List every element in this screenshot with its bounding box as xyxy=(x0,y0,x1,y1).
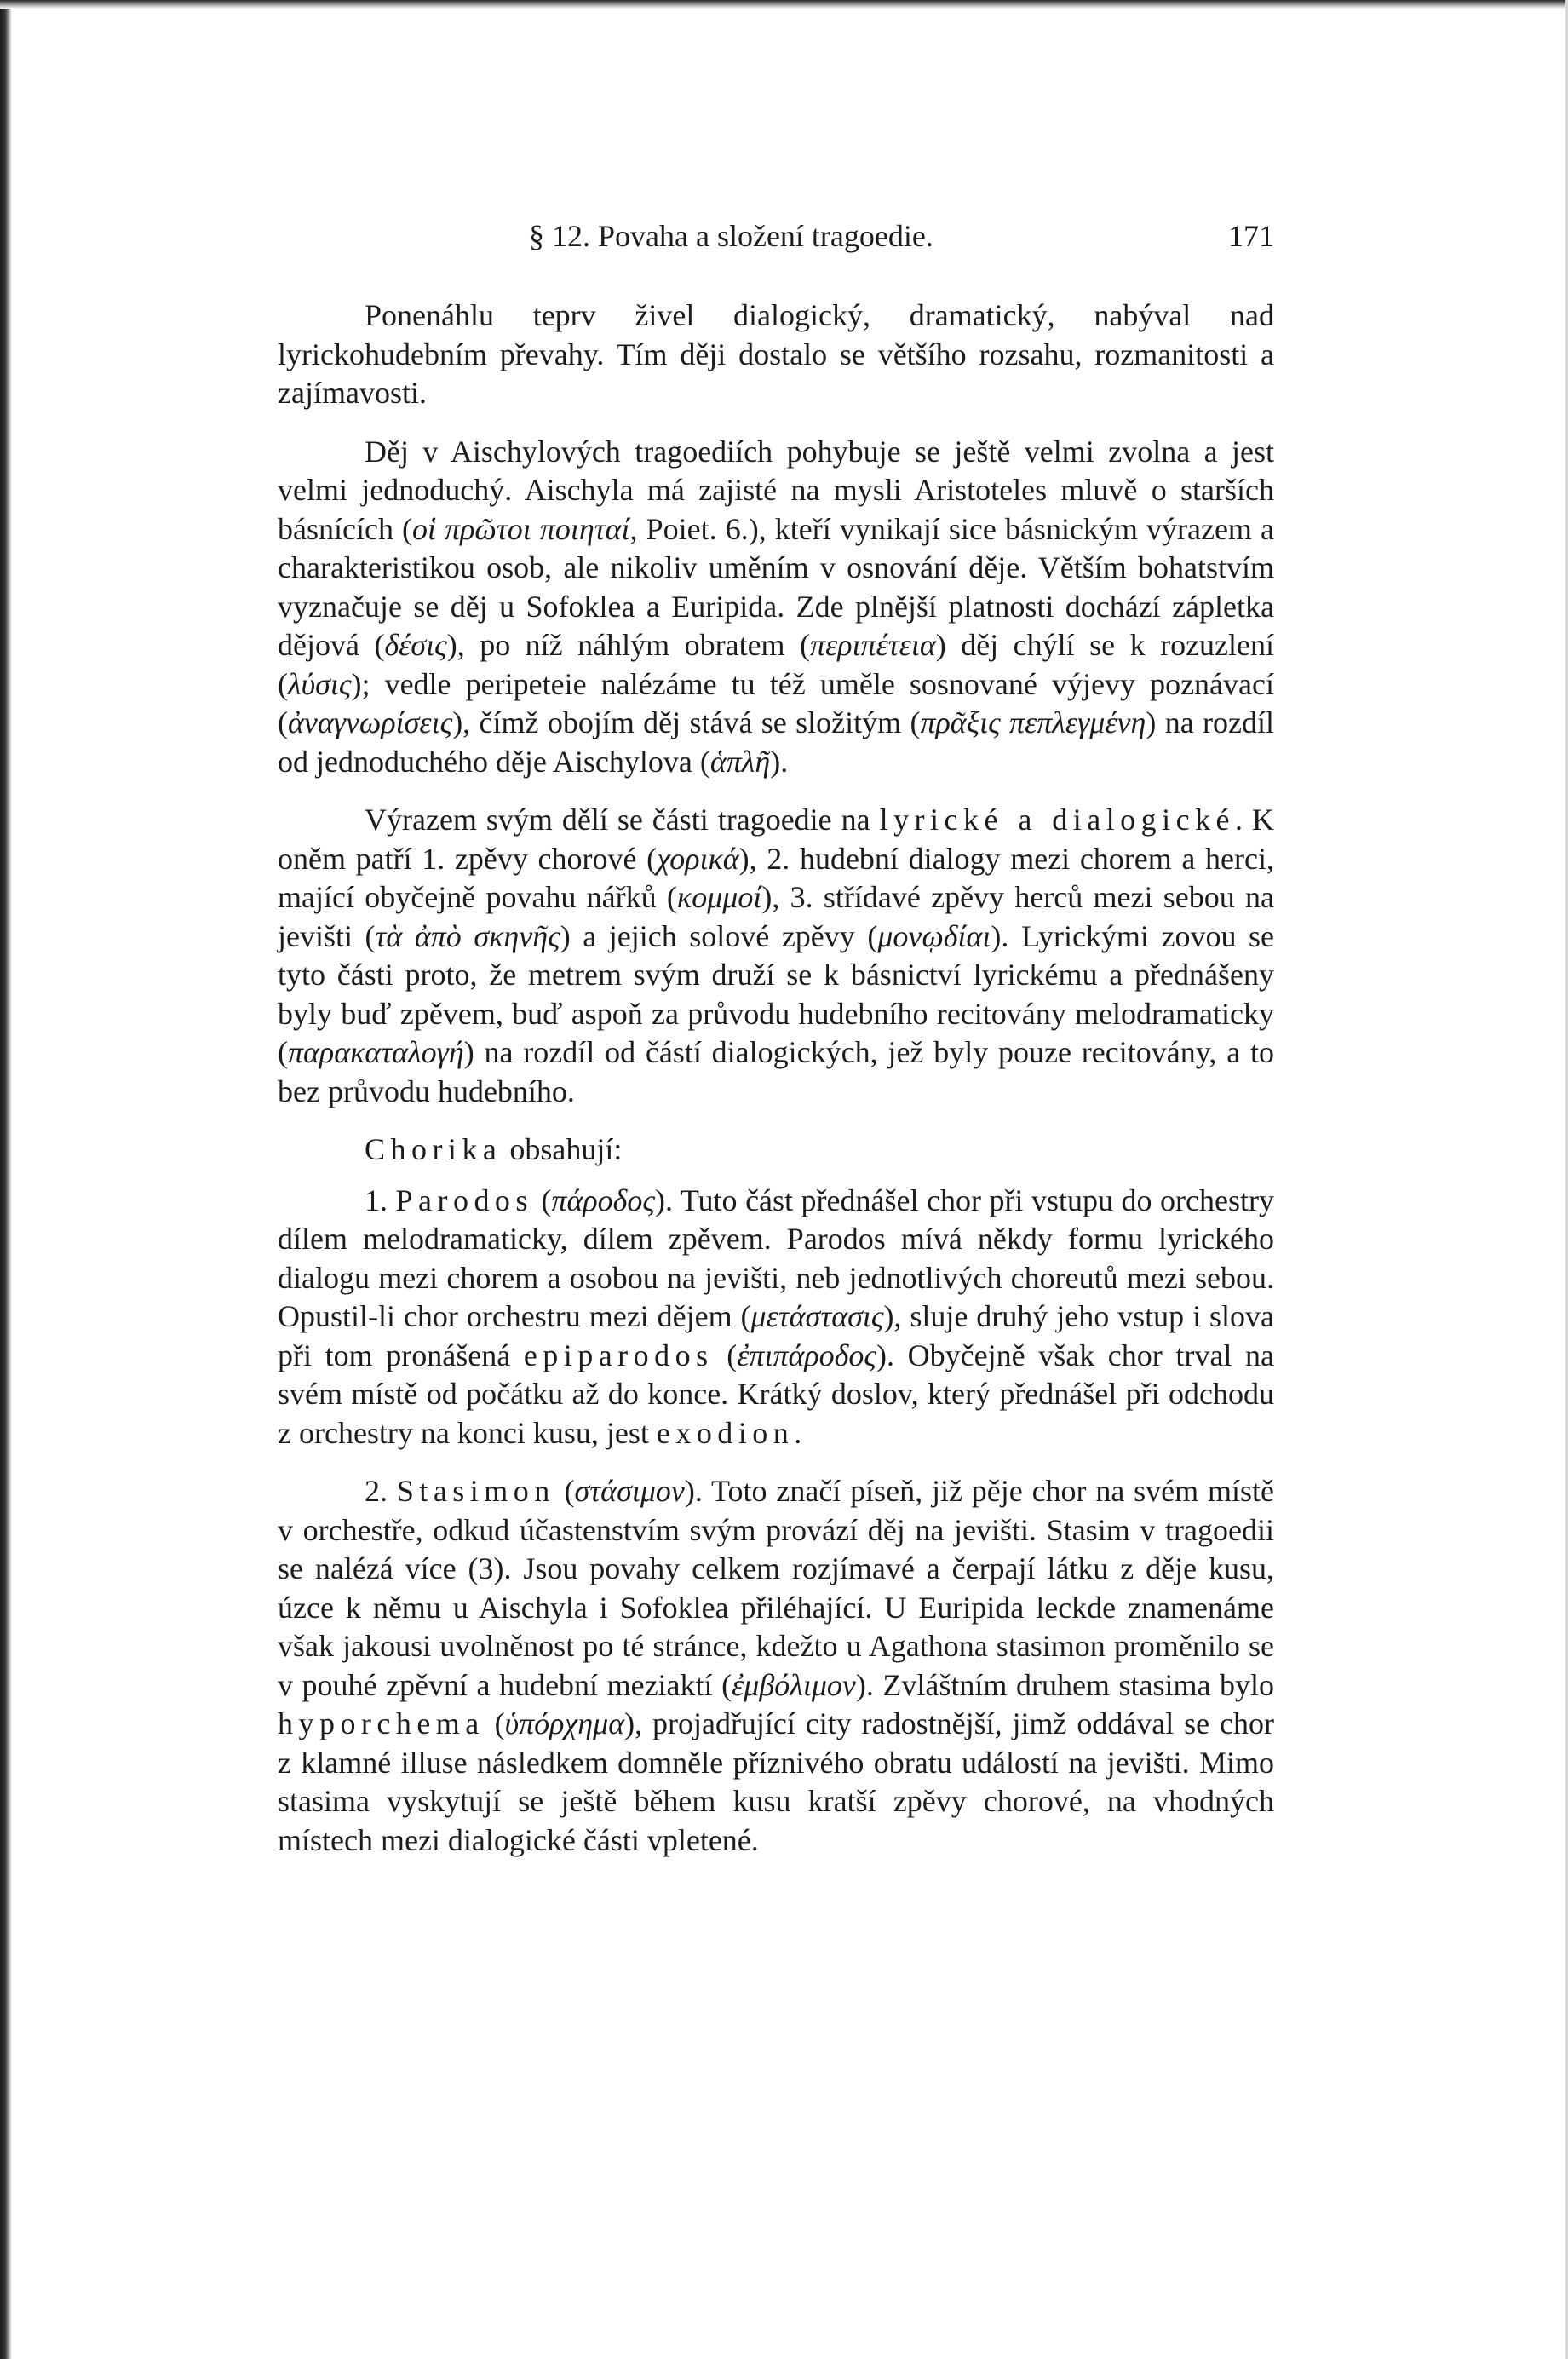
list-number: 2. xyxy=(365,1474,388,1508)
paragraph-parodos: 1. Parodos (πάροδος). Tuto část přednášel chor při vstupu do orchestry dílem melodramaticky, dílem zpěvem. Parodos mívá někdy formu lyrického dialogu mezi chorem a osobou na jevišti, neb jednotlivých choreutů mezi sebou. Opustil-li chor orchestru mezi dějem (μετάστασις), sluje druhý jeho vstup i slova při tom pronášená epiparodos (ἐπιπάροδος). Obyčejně však chor trval na svém místě od počátku až do konce. Krátký doslov, který přednášel při odchodu z orchestry na konci kusu, jest exodion. xyxy=(278,1182,1275,1450)
page-body xyxy=(278,296,1274,1879)
spaced-term: lyrické a dialogické xyxy=(879,803,1236,837)
spaced-term: Stasimon xyxy=(396,1474,555,1508)
spaced-term: Parodos xyxy=(395,1182,533,1217)
greek-term: τὰ ἀπὸ σκηνῆς xyxy=(375,918,560,953)
greek-term: πάροδος xyxy=(551,1182,655,1217)
page-number: 171 xyxy=(1228,219,1274,253)
greek-term: ἐπιπάροδος xyxy=(737,1338,876,1372)
greek-term: λύσις xyxy=(288,666,352,701)
list-number: 1. xyxy=(365,1182,388,1217)
greek-term: ἁπλῆ xyxy=(709,744,771,779)
running-header xyxy=(278,215,1274,257)
paragraph-stasimon: 2. Stasimon (στάσιμον). Toto značí píseň, již pěje chor na svém místě v orchestře, odkud účastenstvím svým provází děj na jevišti. Stasim v tragoedii se nalézá více (3). Jsou povahy celkem rozjímavé a čerpají látku z děje kusu, úzce k němu u Aischyla i Sofoklea přiléhající. U Euripida leckde znamenáme však jakousi uvolněnost po té stránce, kdežto u Agathona stasimon proměnilo se v pouhé zpěvní a hudební meziaktí (ἐμβόλιμον). Zvláštním druhem stasima bylo hyporchema (ὑπόρχημα), projadřující city radostnější, jimž oddával se chor z klamné illuse následkem domněle příznivého obratu událostí na jevišti. Mimo stasima vyskytují se ještě během kusu kratší zpěvy chorové, na vhodných místech mezi dialogické části vpletené. xyxy=(278,1474,1274,1857)
greek-term: παρακαταλογή xyxy=(288,1035,464,1069)
greek-term: οἱ πρῶτοι ποιηταί xyxy=(412,511,630,546)
greek-term: ἀναγνωρίσεις xyxy=(288,705,453,739)
greek-term: κομμοί xyxy=(676,880,762,914)
greek-term: μετάστασις xyxy=(750,1299,884,1333)
greek-term: ὑπόρχημα xyxy=(504,1706,625,1740)
spaced-term: epiparodos xyxy=(523,1338,714,1372)
section-title: § 12. Povaha a složení tragoedie. xyxy=(529,219,933,253)
paragraph-3: Výrazem svým dělí se části tragoedie na lyrické a dialogické. K oněm patří 1. zpěvy chorové (χορικά), 2. hudební dialogy mezi chorem a herci, mající obyčejně povahu nářků (κομμοί), 3. střídavé zpěvy herců mezi sebou na jevišti (τὰ ἀπὸ σκηνῆς) a jejich solové zpěvy (μονῳδίαι). Lyrickými zovou se tyto části proto, že metrem svým druží se k básnictví lyrickému a přednášeny byly buď zpěvem, buď aspoň za průvodu hudebního recitovány melodramaticky (παρακαταλογή) na rozdíl od částí dialogických, jež byly pouze recitovány, a to bez průvodu hudebního. xyxy=(278,803,1275,1108)
paragraph-chorika-intro: Chorika obsahují: xyxy=(365,1132,623,1166)
scan-binding-shadow xyxy=(0,0,12,2359)
scan-top-shadow xyxy=(0,0,1568,9)
paragraph-2: Děj v Aischylových tragoediích pohybuje se ještě velmi zvolna a jest velmi jednoduchý. Aischyla má zajisté na mysli Aristoteles mluvě o starších básnících (οἱ πρῶτοι ποιηταί, Poiet. 6.), kteří vynikají sice básnickým výrazem a charakteristikou osob, ale nikoliv uměním v osnování děje. Větším bohatstvím vyznačuje se děj u Sofoklea a Euripida. Zde plnější platnosti dochází zápletka dějová (δέσις), po níž náhlým obratem (περιπέτεια) děj chýlí se k rozuzlení (λύσις); vedle peripeteie nalézáme tu též uměle sosnované výjevy poznávací (ἀναγνωρίσεις), čímž obojím děj stává se složitým (πρᾶξις πεπλεγμένη) na rozdíl od jednoduchého děje Aischylova (ἁπλῆ). xyxy=(278,434,1275,779)
greek-term: μονῳδίαι xyxy=(877,918,991,953)
greek-term: στάσιμον xyxy=(574,1474,685,1508)
spaced-term: exodion xyxy=(656,1415,795,1450)
greek-term: χορικά xyxy=(657,841,739,876)
greek-term: περιπέτεια xyxy=(810,628,936,662)
greek-term: ἐμβόλιμον xyxy=(732,1667,856,1702)
paragraph-1: Ponenáhlu teprv živel dialogický, dramatický, nabýval nad lyrickohudebním převahy. Tím ději dostalo se většího rozsahu, rozmanitosti a zajímavosti. xyxy=(278,298,1274,410)
greek-term: δέσις xyxy=(384,628,447,662)
spaced-term: hyporchema xyxy=(278,1706,485,1740)
spaced-term: Chorika xyxy=(365,1132,503,1166)
greek-term: πρᾶξις πεπλεγμένη xyxy=(920,705,1146,739)
